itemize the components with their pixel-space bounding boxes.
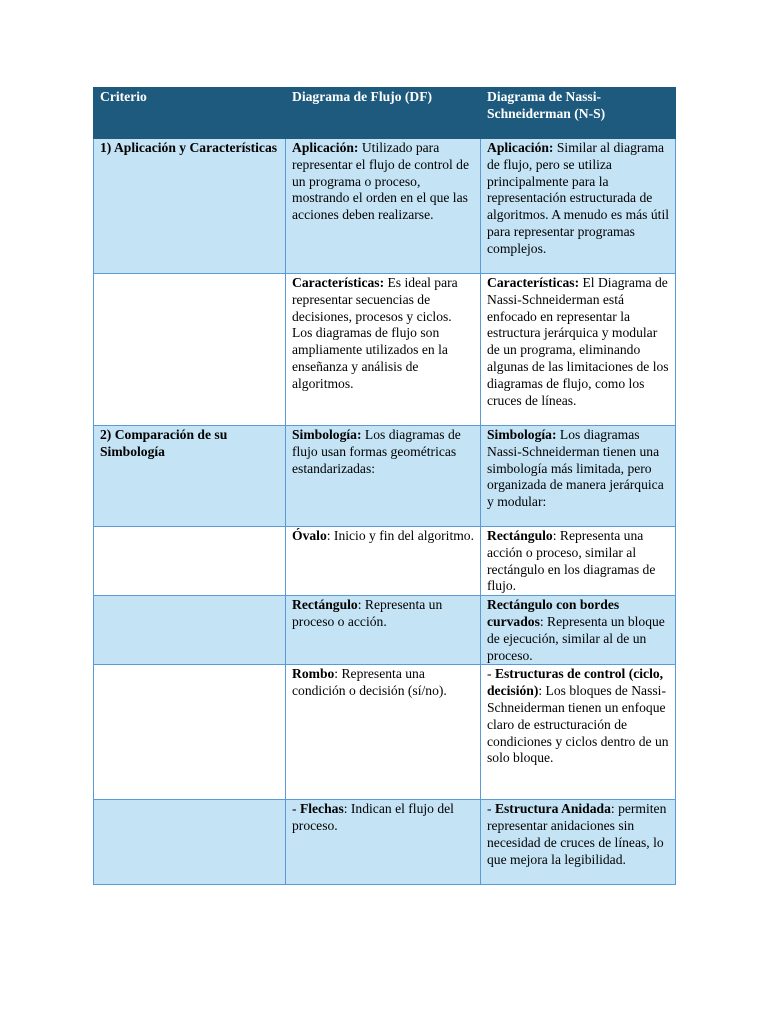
df-term: Rectángulo	[292, 597, 358, 613]
table-row	[94, 800, 676, 885]
df-text: Los diagramas de flujo usan formas geométricas estandarizadas:	[292, 427, 461, 476]
criterio-cell	[94, 665, 286, 800]
ns-text: : Los bloques de Nassi-Schneiderman tienen un enfoque claro de estructuración de condiciones y ciclos dentro de un solo bloque.	[487, 683, 669, 766]
df-text: : Representa una condición o decisión (sí/no).	[292, 666, 447, 699]
df-text: : Inicio y fin del algoritmo.	[326, 528, 474, 543]
ns-term: Rectángulo	[487, 528, 553, 543]
ns-text: : Representa una acción o proceso, similar al rectángulo en los diagramas de flujo.	[487, 528, 656, 594]
criterio-cell: 1) Aplicación y Características	[94, 139, 286, 274]
table-row	[94, 527, 676, 596]
ns-cell	[481, 426, 676, 527]
df-cell	[286, 800, 481, 885]
df-cell	[286, 274, 481, 426]
criterio-cell: 2) Comparación de su Simbología	[94, 426, 286, 527]
ns-cell	[481, 596, 676, 665]
df-cell	[286, 139, 481, 274]
df-text: : Representa un proceso o acción.	[292, 597, 443, 629]
df-term: Óvalo	[292, 528, 327, 543]
ns-term: Aplicación:	[487, 140, 554, 155]
criterio-cell	[94, 596, 286, 665]
ns-text: El Diagrama de Nassi-Schneiderman está enfocado en representar la estructura jerárquica y modular de un programa, eliminando algunas de las limitaciones de los diagramas de flujo, como los cruces de líneas.	[487, 275, 669, 408]
ns-term: Rectángulo con bordes curvados	[487, 597, 620, 629]
df-cell	[286, 426, 481, 527]
ns-text: Similar al diagrama de flujo, pero se utiliza principalmente para la representación estructurada de algoritmos. A menudo es más útil para representar programas complejos.	[487, 140, 669, 256]
df-text: : Indican el flujo del proceso.	[292, 801, 454, 834]
table-row	[94, 665, 676, 800]
df-term: Aplicación:	[292, 140, 359, 155]
ns-text: Los diagramas Nassi-Schneiderman tienen una simbología más limitada, pero organizada de manera jerárquica y modular:	[487, 427, 664, 510]
table-header-row	[94, 88, 676, 139]
criterio-cell	[94, 274, 286, 426]
criterio-cell	[94, 527, 286, 596]
ns-text: : permiten representar anidaciones sin necesidad de cruces de líneas, lo que mejora la legibilidad.	[487, 801, 667, 867]
ns-prefix: -	[487, 801, 495, 817]
ns-cell	[481, 139, 676, 274]
df-text: Utilizado para representar el flujo de control de un programa o proceso, mostrando el orden en el que las acciones deben realizarse.	[292, 140, 470, 223]
comparison-table	[93, 87, 676, 885]
df-cell	[286, 665, 481, 800]
df-prefix: -	[292, 801, 300, 817]
ns-cell	[481, 665, 676, 800]
criterio-cell	[94, 800, 286, 885]
header-nassi-schneiderman: Diagrama de Nassi-Schneiderman (N-S)	[481, 88, 676, 139]
header-diagrama-flujo: Diagrama de Flujo (DF)	[286, 88, 481, 139]
ns-cell	[481, 274, 676, 426]
df-term: Rombo	[292, 666, 335, 682]
df-cell	[286, 596, 481, 665]
ns-prefix: -	[487, 666, 495, 682]
df-term: Simbología:	[292, 427, 362, 442]
table-row	[94, 274, 676, 426]
ns-term: Simbología:	[487, 427, 557, 442]
table-row	[94, 426, 676, 527]
table-row	[94, 596, 676, 665]
ns-cell	[481, 800, 676, 885]
ns-term: Características:	[487, 275, 580, 290]
df-text: Es ideal para representar secuencias de decisiones, procesos y ciclos. Los diagramas de flujo son ampliamente utilizados en la enseñanza y análisis de algoritmos.	[292, 275, 458, 391]
ns-term: Estructuras de control (ciclo, decisión)	[487, 666, 664, 699]
df-cell	[286, 527, 481, 596]
df-term: Flechas	[299, 801, 344, 817]
header-criterio: Criterio	[94, 88, 286, 139]
ns-cell	[481, 527, 676, 596]
table-row	[94, 139, 676, 274]
ns-text: : Representa un bloque de ejecución, similar al de un proceso.	[487, 613, 665, 663]
ns-term: Estructura Anidada	[494, 801, 611, 817]
df-term: Características:	[292, 275, 385, 290]
